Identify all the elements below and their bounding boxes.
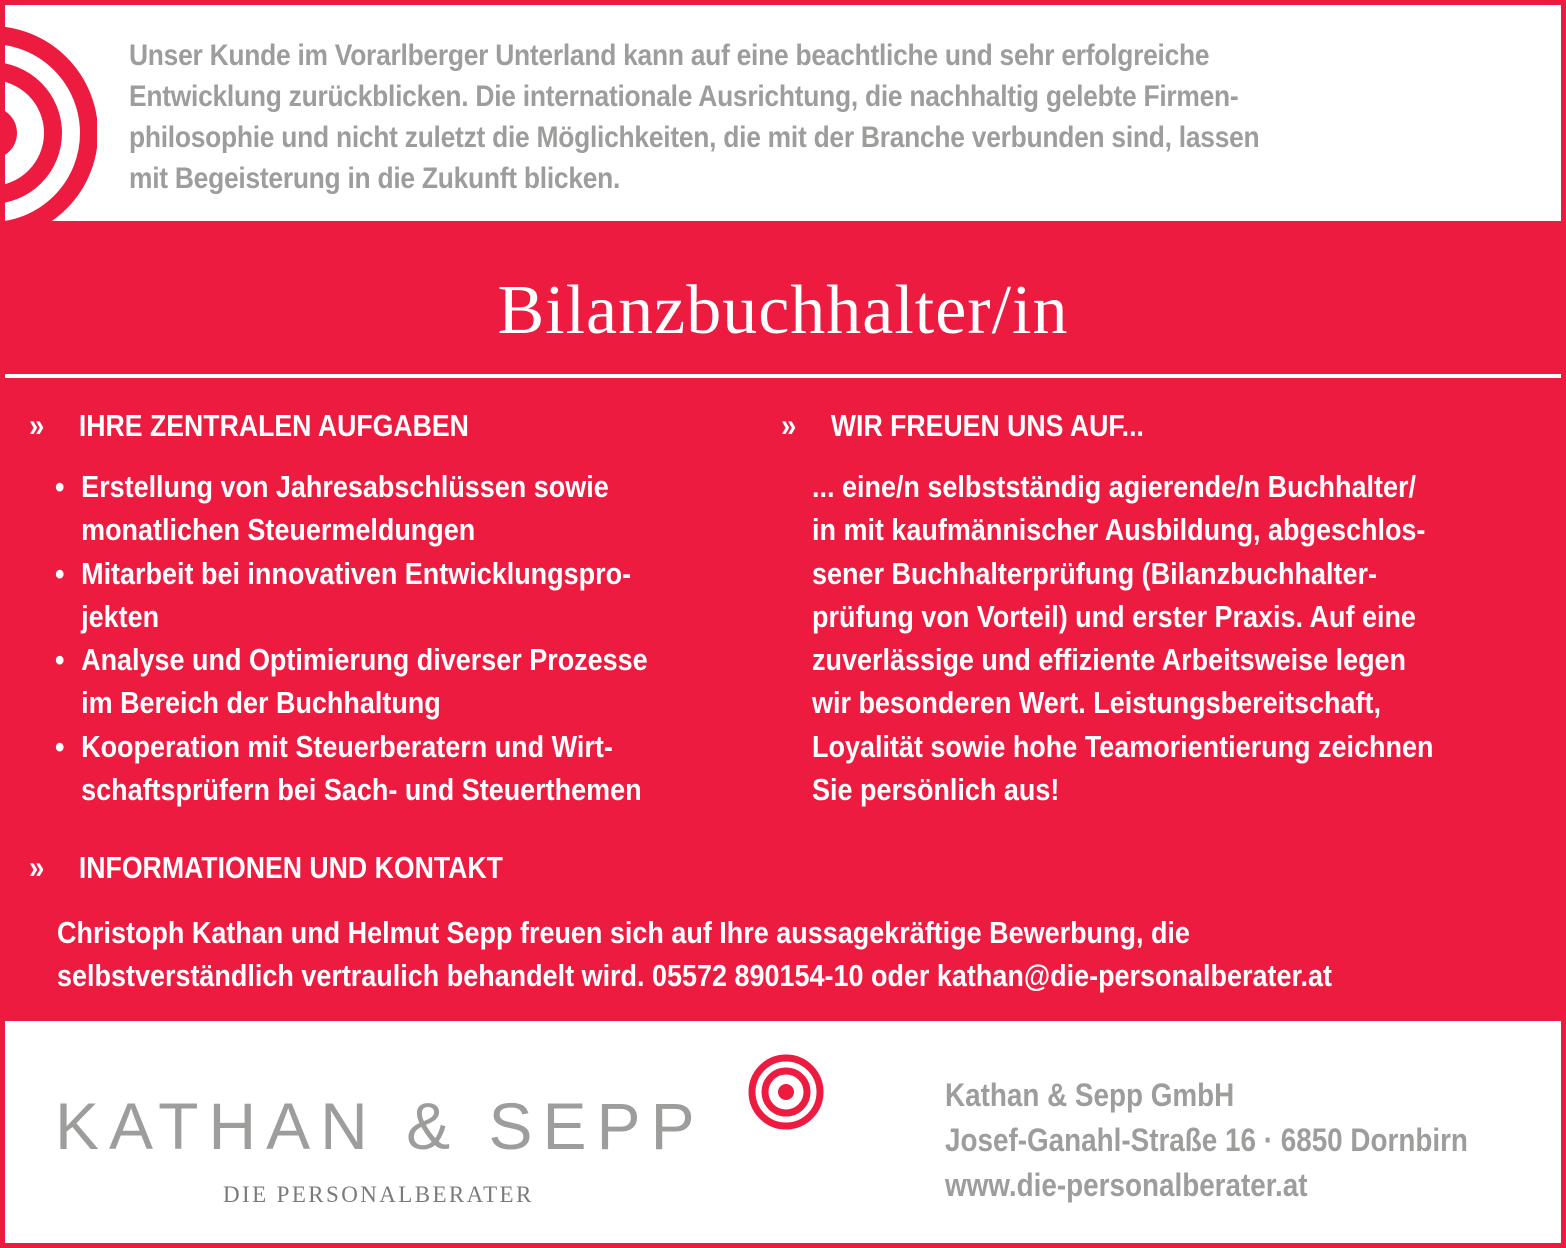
- contact-line: Christoph Kathan und Helmut Sepp freuen sich auf Ihre aussagekräftige Bewerbung, die: [57, 915, 1190, 950]
- logo-wordmark: KATHAN & SEPP: [55, 1089, 705, 1163]
- logo-tagline: DIE PERSONALBERATER: [223, 1182, 534, 1207]
- tasks-heading-label: IHRE ZENTRALEN AUFGABEN: [78, 408, 469, 443]
- intro-line: Entwicklung zurückblicken. Die internationale Ausrichtung, die nachhaltig gelebte Firmen-: [129, 80, 1239, 113]
- list-item: [55, 638, 768, 725]
- offer-line: ... eine/n selbstständig agierende/n Buchhalter/: [812, 469, 1416, 504]
- main-panel: [5, 221, 1561, 1021]
- company-name: Kathan & Sepp GmbH: [945, 1077, 1235, 1113]
- offer-line: wir besonderen Wert. Leistungsbereitschaft,: [812, 685, 1381, 721]
- website-link[interactable]: www.die-personalberater.at: [945, 1167, 1308, 1203]
- intro-line: philosophie und nicht zuletzt die Möglichkeiten, die mit der Branche verbunden sind, lassen: [129, 121, 1260, 154]
- intro-section: [5, 5, 1561, 221]
- intro-line: mit Begeisterung in die Zukunft blicken.: [129, 162, 621, 195]
- bullet-icon: •: [55, 469, 65, 504]
- offer-line: prüfung von Vorteil) und erster Praxis. Auf eine: [812, 598, 1416, 634]
- bullet-icon: •: [55, 642, 65, 678]
- footer: [5, 1021, 1561, 1243]
- offer-line: Loyalität sowie hohe Teamorientierung zeichnen: [812, 728, 1434, 764]
- street-address: Josef-Ganahl-Straße 16 · 6850 Dornbirn: [945, 1122, 1468, 1158]
- job-title: Bilanzbuchhalter/in: [497, 272, 1069, 349]
- offer-text: [812, 465, 1508, 811]
- offer-line: zuverlässige und effiziente Arbeitsweise legen: [812, 642, 1407, 678]
- chevron-right-icon: »: [29, 407, 42, 443]
- intro-text: [129, 35, 1449, 199]
- chevron-right-icon: »: [29, 849, 42, 885]
- divider: [5, 374, 1561, 378]
- list-item-line: Analyse und Optimierung diverser Prozesse: [81, 642, 648, 678]
- offer-line: in mit kaufmännischer Ausbildung, abgeschlos-: [812, 512, 1426, 548]
- target-logo-icon: [747, 1053, 825, 1131]
- contact-line: selbstverständlich vertraulich behandelt wird. 05572 890154-10 oder kathan@die-personalberater.at: [57, 958, 1332, 993]
- target-icon: [0, 27, 97, 239]
- contact-text: [57, 911, 1536, 997]
- list-item: [55, 465, 768, 552]
- address-block: [945, 1073, 1554, 1208]
- tasks-heading: [29, 407, 469, 444]
- list-item-line: schaftsprüfern bei Sach- und Steuerthemen: [81, 772, 642, 808]
- list-item-line: jekten: [81, 598, 160, 634]
- offer-line: sener Buchhalterprüfung (Bilanzbuchhalter-: [812, 555, 1377, 591]
- list-item: [55, 552, 768, 639]
- list-item: [55, 725, 768, 812]
- bullet-icon: •: [55, 728, 65, 764]
- list-item-line: im Bereich der Buchhaltung: [81, 685, 441, 721]
- tasks-list: [55, 465, 768, 811]
- list-item-line: monatlichen Steuermeldungen: [81, 512, 476, 548]
- chevron-right-icon: »: [781, 407, 794, 443]
- list-item-line: Kooperation mit Steuerberatern und Wirt-: [81, 728, 613, 764]
- contact-heading: [29, 849, 503, 886]
- offer-line: Sie persönlich aus!: [812, 772, 1060, 808]
- contact-heading-label: INFORMATIONEN UND KONTAKT: [78, 850, 503, 885]
- list-item-line: Erstellung von Jahresabschlüssen sowie: [81, 469, 609, 504]
- list-item-line: Mitarbeit bei innovativen Entwicklungspro-: [81, 555, 632, 591]
- intro-line: Unser Kunde im Vorarlberger Unterland kann auf eine beachtliche und sehr erfolgreiche: [129, 39, 1210, 72]
- offer-heading-label: WIR FREUEN UNS AUF...: [830, 408, 1144, 443]
- offer-heading: [781, 407, 1144, 444]
- bullet-icon: •: [55, 555, 65, 591]
